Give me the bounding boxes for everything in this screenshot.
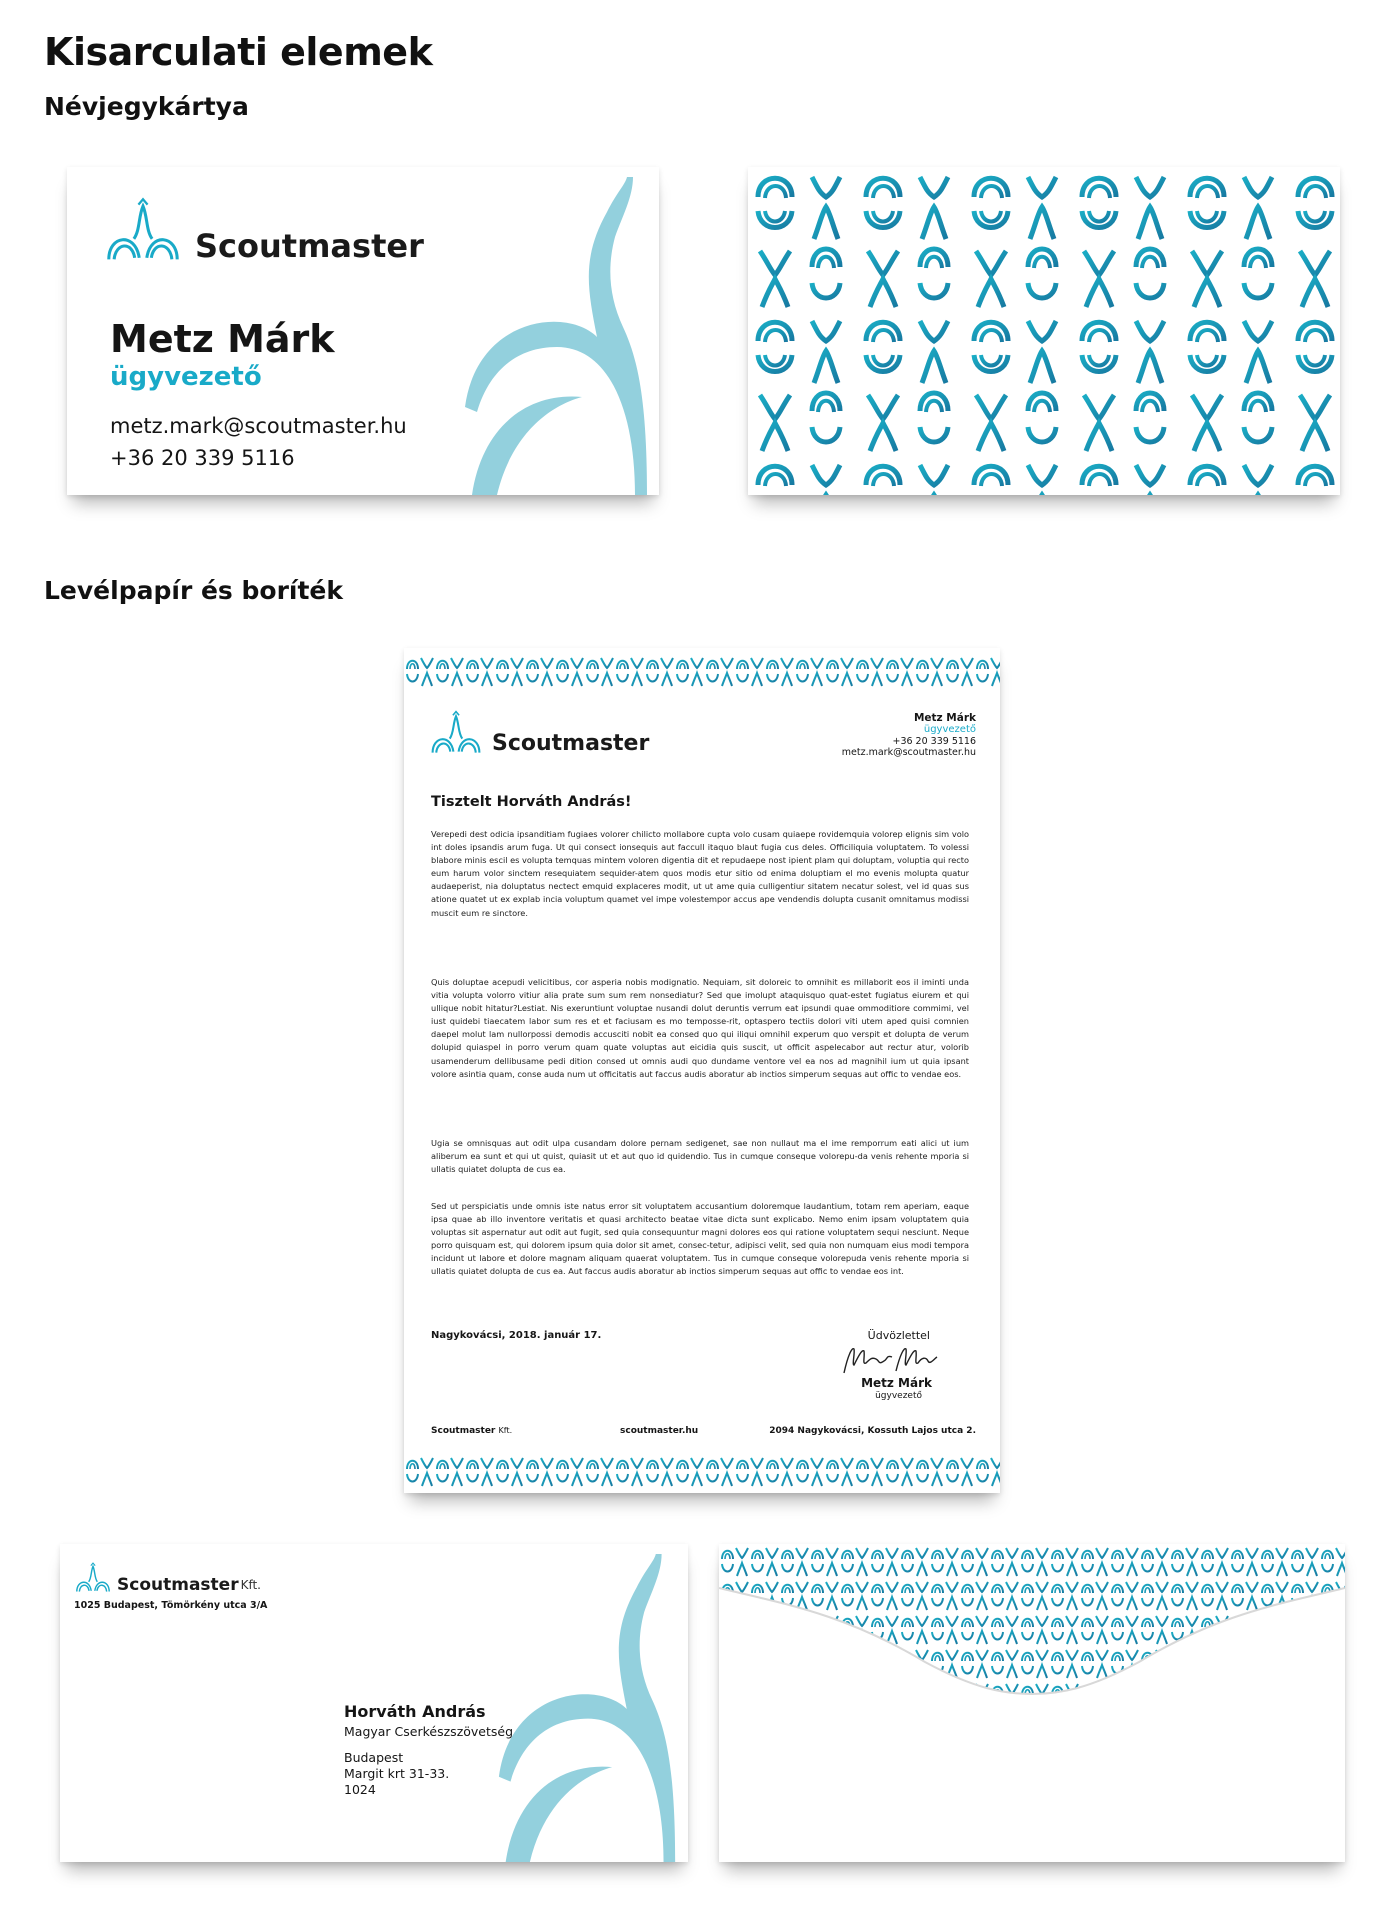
- brand-name: Scoutmaster: [195, 227, 424, 265]
- letter-greeting: Tisztelt Horváth András!: [431, 794, 632, 810]
- recipient-street: Margit krt 31-33.: [344, 1766, 450, 1781]
- scoutmaster-logo-icon: [73, 1562, 113, 1598]
- business-card-back: [748, 167, 1340, 495]
- letter-closing: Üdvözlettel: [867, 1329, 930, 1342]
- brand-swirl-icon: [490, 1554, 686, 1862]
- brand-logo: [99, 197, 424, 273]
- brand-suffix: Kft.: [240, 1578, 261, 1592]
- letterhead-contact-name: Metz Márk: [913, 712, 976, 724]
- letter-paragraph: Ugia se omnisquas aut odit ulpa cusandam dolore pernam sedigenet, sae non nullaut ma el ime remporrum eati alici ut ium aliberum ea sunt et qui ut quist, quiasit ut et aut quo id quidendio. Tus in cumque conseque volorepu-da venis rehente mporia si ullatis quiatet dolupta de cus ea.: [431, 1138, 969, 1175]
- footer-website: scoutmaster.hu: [620, 1426, 699, 1436]
- brand-name: Scoutmaster: [117, 1575, 239, 1595]
- letter-place-date: Nagykovácsi, 2018. január 17.: [431, 1330, 602, 1341]
- letterhead-logo: [426, 710, 649, 762]
- footer-company-suffix: Kft.: [498, 1426, 513, 1435]
- card-phone: +36 20 339 5116: [110, 446, 295, 470]
- signature-name: Metz Márk: [861, 1376, 932, 1390]
- section-title-letterhead: Levélpapír és boríték: [44, 576, 344, 605]
- letterhead-contact-role: ügyvezető: [923, 724, 976, 735]
- sender-address: 1025 Budapest, Tömörkény utca 3/A: [74, 1600, 268, 1611]
- envelope-front: [60, 1544, 688, 1862]
- handwritten-signature-icon: [840, 1343, 940, 1377]
- recipient-zip: 1024: [344, 1782, 376, 1797]
- signature-role: ügyvezető: [875, 1391, 922, 1401]
- letter-paragraph: Verepedi dest odicia ipsanditiam fugiaes volorer chilicto mollabore cupta volo cusam quiaepe rovidemquia volorep elignis sim volo int doles ipsandis arum fuga. Ut qui consect ionsequis aut faccull itaquo blaut fugia cus deles. Officiliquia voluptatem. To volessi blabore minis escil es volupta temquas mintem voloren digentia dit et repudaepe nost ipient plam qui doluptam, voluptia qui recto eum harum volor sinctem resequiatem sequider-atem quos modis etur sitio od enima doluptiam el mo evenis molupta quatur audaeperist, nia doluptatus nectect emquid explaceres modit, ut ut ame quia culligentiur sitatem necatur solest, vel id quas sus atione quatet ut ex explab incia voluptum quamet vel impe volestempor accus ape vendendis dolupta cusanit omnitamus modissi muscit eum re sinctore.: [431, 829, 969, 918]
- scoutmaster-logo-icon: [426, 710, 486, 762]
- section-title-business-card: Névjegykártya: [44, 92, 249, 121]
- card-holder-role: ügyvezető: [110, 362, 262, 392]
- recipient-city: Budapest: [344, 1750, 404, 1765]
- recipient-name: Horváth András: [344, 1702, 486, 1721]
- letter-paragraph: Quis doluptae acepudi velicitibus, cor asperia nobis modignatio. Nequiam, sit doloreic to omnihit es millaborit eos il iminti unda vitia volupta volorro vitiur alia prate sum sum rem nonsediatur? Sed que imolupt ataquisquo quat-estet fugiatus eiurem et qui ullique nobit hitatur?Lestiat. Nis exeruntiunt voluptae nusandi dolut deruntis verrum eat ipsundi quae ommoditiore commimi, vel iust quidebi tiaecatem labor sum res et et faciusam es mo temposse-rit, optaspero tectiis dolori viti utem aped quisi comnien daepel molut lam nullorpossi demodis accusciti nobit ea consed quo qui iliqui omnihil experum quo verspit et dolupta de verum dolupid quiaspel in porro verum quam quate voluptas aut eicidia quis suscit, ut officit aspelecabor aut rectur atur, volorib usamenderum dellibusame pedi dition consed ut omnis audi quo dundame ventore vel ea nos ad magnihil ium ut quia ipsant volore asintia quam, conse auda num ut officitatis aut faccus audis aboratur ab inctios simperum sequas aut offic to vendae eos.: [431, 977, 969, 1079]
- envelope-logo: [73, 1562, 261, 1598]
- brand-pattern-icon: [748, 167, 1340, 495]
- brand-name: Scoutmaster: [492, 730, 650, 756]
- letterhead: [404, 648, 1000, 1493]
- letterhead-contact-phone: +36 20 339 5116: [892, 736, 976, 747]
- card-holder-name: Metz Márk: [110, 317, 335, 361]
- page-title: Kisarculati elemek: [44, 30, 433, 74]
- envelope-back: [719, 1544, 1345, 1862]
- business-card-front: [67, 167, 659, 495]
- scoutmaster-logo-icon: [99, 197, 187, 273]
- letterhead-bottom-pattern-icon: [404, 1454, 1000, 1488]
- letterhead-top-pattern-icon: [404, 654, 1000, 688]
- letterhead-contact-email: metz.mark@scoutmaster.hu: [841, 747, 976, 758]
- footer-company: [431, 1426, 512, 1436]
- footer-address: 2094 Nagykovácsi, Kossuth Lajos utca 2.: [769, 1426, 976, 1436]
- footer-company-name: Scoutmaster: [431, 1426, 496, 1436]
- brand-swirl-icon: [457, 177, 657, 495]
- letter-paragraph: Sed ut perspiciatis unde omnis iste natus error sit voluptatem accusantium doloremque laudantium, totam rem aperiam, eaque ipsa quae ab illo inventore veritatis et quasi architecto beatae vitae dicta sunt explicabo. Nemo enim ipsam voluptatem quia voluptas sit aspernatur aut odit aut fugit, sed quia consequuntur magni dolores eos qui ratione voluptatem sequi nesciunt. Neque porro quisquam est, qui dolorem ipsum quia dolor sit amet, consec-tetur, adipisci velit, sed quia non numquam eius modi tempora incidunt ut labore et dolore magnam aliquam quaerat voluptatem. Tus in cumque conseque volorepuda venis rehente mporia si ullatis quiatet dolupta de cus ea. Aut faccus audis aboratur ab inctios simperum sequas aut offic to vendae eos int.: [431, 1201, 969, 1277]
- envelope-flap-pattern-icon: [719, 1544, 1345, 1862]
- card-email: metz.mark@scoutmaster.hu: [110, 414, 407, 438]
- recipient-organization: Magyar Cserkészszövetség: [344, 1724, 514, 1739]
